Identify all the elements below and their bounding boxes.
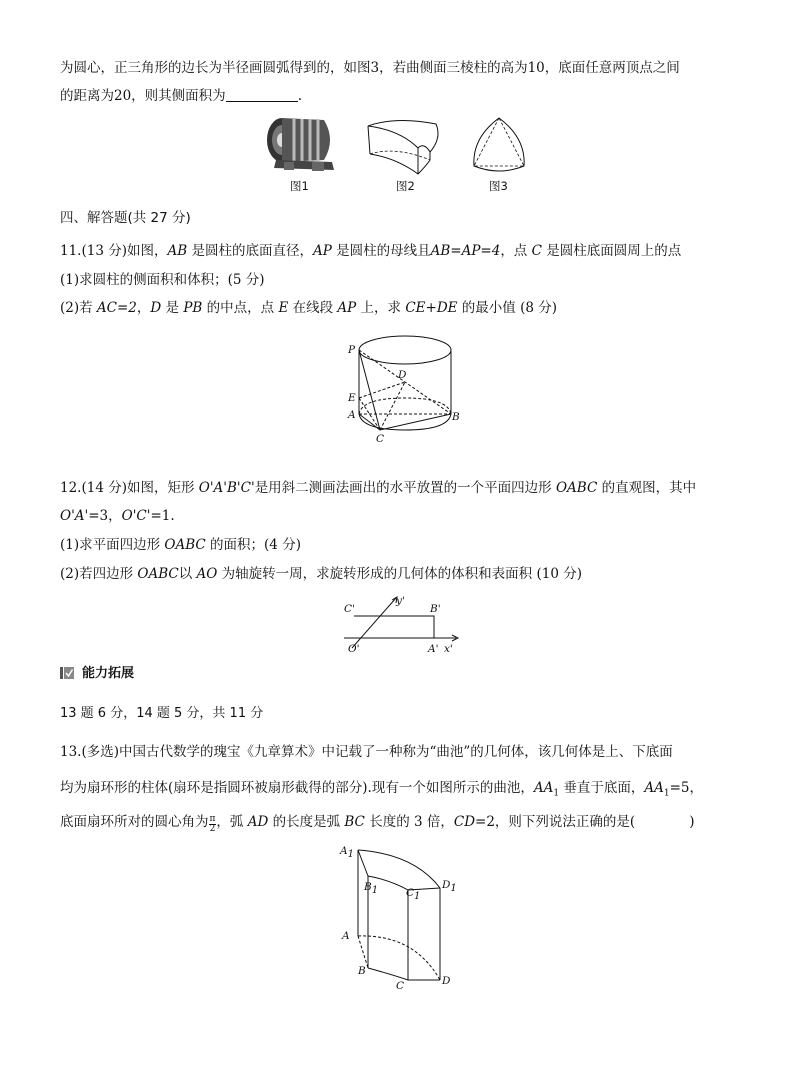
q11-stem: 11.(13 分)如图，AB 是圆柱的底面直径，AP 是圆柱的母线且AB=AP=4，点 C 是圆柱底面圆周上的点 xyxy=(60,243,682,259)
ability-scores: 13 题 6 分，14 题 5 分，共 11 分 xyxy=(60,706,264,721)
q11-label-d: D xyxy=(398,369,407,381)
q11-label-c: C xyxy=(376,433,385,445)
q13-label-d1: D1 xyxy=(442,879,457,894)
q12-label-c: C' xyxy=(344,603,355,615)
q11-label-p: P xyxy=(348,344,356,356)
ability-badge-icon xyxy=(60,667,74,679)
q12-oblique-figure xyxy=(338,592,462,658)
q13-label-a1: A1 xyxy=(340,845,354,860)
q11-label-e: E xyxy=(348,392,356,404)
q11-label-a: A xyxy=(348,409,356,421)
q12-label-a: A' xyxy=(428,643,439,655)
q11-cylinder-figure xyxy=(340,328,460,448)
q13-angle-fraction: $\frac{\pi}{2}$ xyxy=(209,814,216,834)
figure-3-reuleaux-triangle xyxy=(466,116,532,176)
q13-label-a: A xyxy=(342,930,350,942)
q13-stem-line-3: 底面扇环所对的圆心角为 $\frac{\pi}{2}$ ，弧 AD 的长度是弧 BC 长度的 3 倍，CD=2，则下列说法正确的是( ) xyxy=(60,814,695,834)
q13-label-b: B xyxy=(358,965,366,977)
q12-label-x: x' xyxy=(444,643,453,655)
q11-part-2: (2)若 AC=2，D 是 PB 的中点，点 E 在线段 AP 上，求 CE+DE 的最小值 (8 分) xyxy=(60,300,558,316)
intro-line-1: 为圆心，正三角形的边长为半径画圆弧得到的，如图3，若曲侧面三棱柱的高为10，底面任意两顶点之间 xyxy=(60,60,680,76)
q12-label-o: O' xyxy=(348,643,360,655)
ability-title: 能力拓展 xyxy=(82,666,135,681)
q13-stem-line-2: 均为扇环形的柱体(扇环是指圆环被扇形截得的部分).现有一个如图所示的曲池，$AA_1$ 垂直于底面，$AA_1=5$， xyxy=(60,780,703,799)
q12-label-b: B' xyxy=(430,603,441,615)
q13-label-b1: B1 xyxy=(364,881,379,896)
q13-label-d: D xyxy=(442,975,451,987)
q13-curved-pool-figure xyxy=(334,840,464,990)
q12-stem-line-2: O'A'=3，O'C'=1. xyxy=(60,508,175,524)
q12-part-1: (1)求平面四边形 OABC 的面积；(4 分) xyxy=(60,537,301,553)
q13-stem-line-1: 13.(多选)中国古代数学的瑰宝《九章算术》中记载了一种称为“曲池”的几何体，该几何体是上、下底面 xyxy=(60,744,673,760)
figure-1-caption: 图1 xyxy=(290,179,309,193)
figure-1-engine-photo xyxy=(262,112,342,174)
intro-line-2: 的距离为20，则其侧面积为 . xyxy=(60,88,302,104)
q11-label-b: B xyxy=(452,411,460,423)
q11-part-1: (1)求圆柱的侧面积和体积；(5 分) xyxy=(60,272,265,288)
section-4-title: 四、解答题(共 27 分) xyxy=(60,210,191,226)
figure-2-caption: 图2 xyxy=(396,179,415,193)
answer-blank xyxy=(226,87,298,102)
q13-label-c1: C1 xyxy=(406,887,421,902)
q12-label-y: y' xyxy=(396,595,405,607)
q12-stem-line-1: 12.(14 分)如图，矩形 O'A'B'C'是用斜二测画法画出的水平放置的一个平面四边形 OABC 的直观图，其中 xyxy=(60,480,697,496)
q12-part-2: (2)若四边形 OABC以 AO 为轴旋转一周，求旋转形成的几何体的体积和表面积 (10 分) xyxy=(60,566,582,582)
figure-3-caption: 图3 xyxy=(489,179,508,193)
figure-2-curved-prism xyxy=(366,118,444,176)
q13-label-c: C xyxy=(396,980,405,990)
